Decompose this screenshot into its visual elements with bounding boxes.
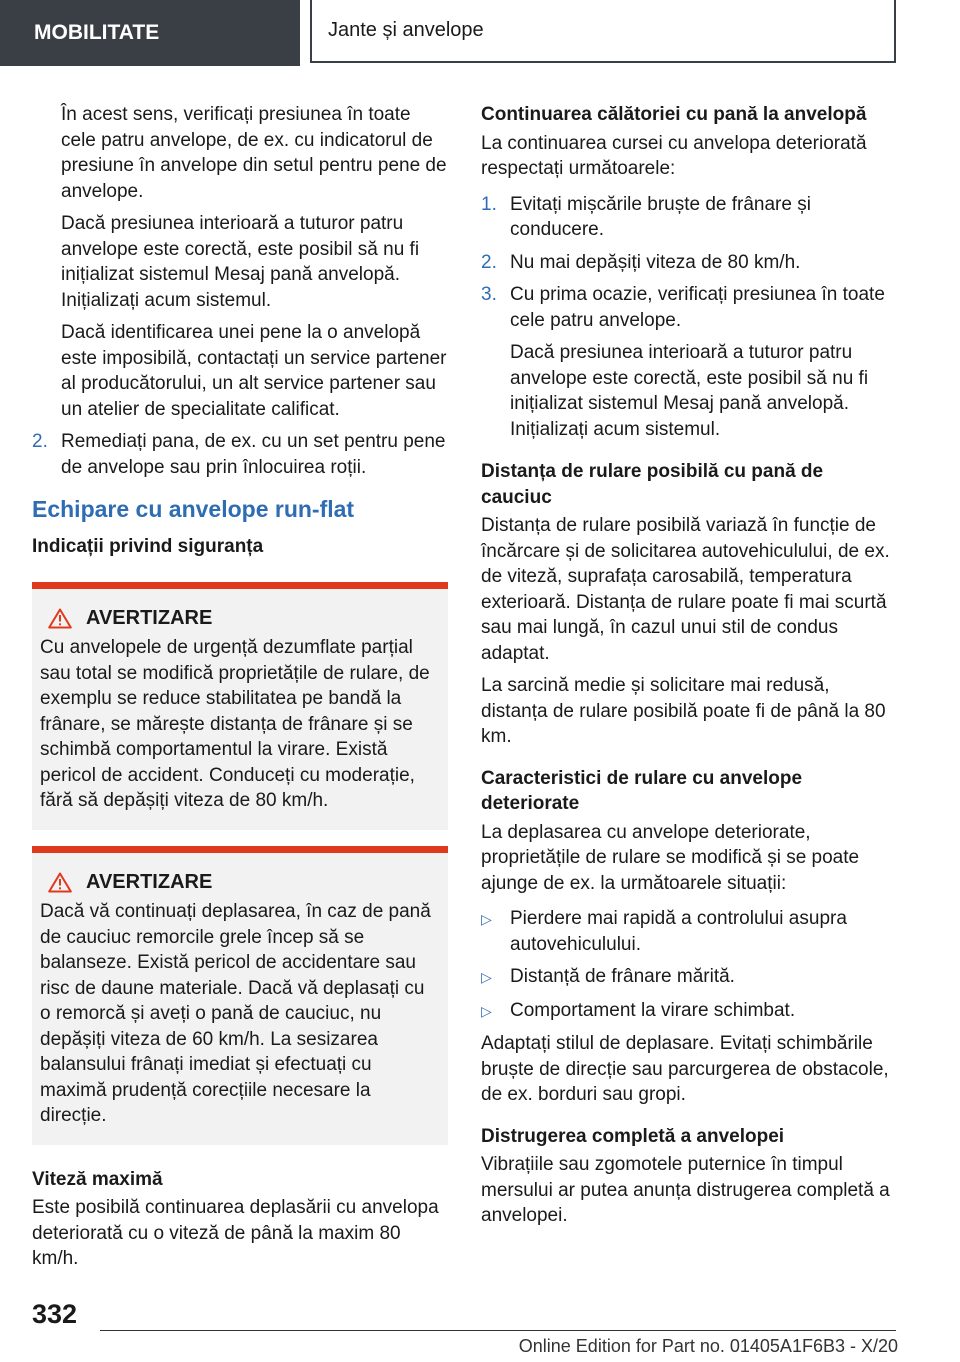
- page-number: 332: [32, 1299, 78, 1329]
- warning-title-text: AVERTIZARE: [86, 606, 213, 629]
- paragraph: Dacă identificarea unei pene la o anvelopă este imposibilă, contactați un service partener al producătorului, un alt service partener sau un atelier de specialitate calificat.: [61, 322, 447, 420]
- footer-divider: [100, 1330, 896, 1331]
- subheading: Indicații privind siguranța: [32, 536, 264, 557]
- page-footer: [0, 1290, 960, 1362]
- topic-label: Jante și anvelope: [310, 0, 896, 63]
- item-text: Remediați pana, de ex. cu un set pentru pene de anvelope sau prin înlocuirea roții.: [61, 431, 446, 478]
- warning-box: [32, 582, 448, 830]
- subheading: Distrugerea completă a anvelopei: [481, 1125, 785, 1147]
- item-number: 2.: [32, 431, 48, 452]
- numbered-item: [481, 250, 897, 276]
- paragraph: Dacă presiunea interioară a tuturor patru anvelope este corectă, este posibil să nu fi inițializat sistemul Mesaj pană anvelopă. Inițializați acum sistemul.: [61, 213, 420, 311]
- page-header: [0, 0, 960, 66]
- item-number: 3.: [481, 284, 497, 305]
- item-text: Cu prima ocazie, verificați presiunea în toate cele patru anvelope.: [510, 284, 885, 331]
- item-number: 2.: [481, 251, 497, 273]
- subheading: Viteză maximă: [32, 1168, 163, 1190]
- warning-triangle-icon: [48, 608, 72, 629]
- warning-box: [32, 846, 448, 1145]
- numbered-item: [481, 192, 897, 243]
- list-item-text: Comportament la virare schimbat.: [510, 999, 796, 1021]
- item-text: Nu mai depășiți viteza de 80 km/h.: [510, 251, 801, 273]
- item-text: Evitați mișcările bruște de frânare și conducere.: [510, 193, 811, 240]
- right-column: [481, 102, 897, 1236]
- paragraph: La deplasarea cu anvelope deteriorate, proprietățile de rulare se modifică și se poate ajunge de ex. la următoarele situații:: [481, 821, 860, 894]
- edition-text: Online Edition for Part no. 01405A1F6B3 - X/20: [518, 1336, 898, 1356]
- list-item: [481, 998, 897, 1025]
- subheading: Continuarea călătoriei cu pană la anvelopă: [481, 104, 867, 125]
- section-label: MOBILITATE: [0, 0, 300, 66]
- paragraph: Este posibilă continuarea deplasării cu anvelopa deteriorată cu o viteză de până la maxim 80 km/h.: [32, 1197, 439, 1269]
- subheading: Caracteristici de rulare cu anvelope deteriorate: [481, 767, 803, 814]
- list-item-text: Distanță de frânare mărită.: [510, 966, 735, 987]
- list-item: [481, 964, 897, 991]
- numbered-item: [32, 429, 448, 480]
- item-text: Dacă presiunea interioară a tuturor patru anvelope este corectă, este posibil să nu fi inițializat sistemul Mesaj pană anvelopă. Inițializați acum sistemul.: [510, 342, 869, 440]
- section-heading: Echipare cu anvelope run-flat: [32, 496, 355, 522]
- warning-title: [40, 870, 440, 896]
- bullet-triangle-icon: ▷: [481, 1002, 492, 1019]
- paragraph: Distanța de rulare posibilă variază în funcție de încărcare și de solicitarea autovehiculului, de ex. de viteză, suprafața carosabilă, temperatura exterioară. Distanța de rulare poate fi mai scurtă sau mai lungă, în cazul unui stil de condus adaptat.: [481, 515, 890, 664]
- warning-title-text: AVERTIZARE: [86, 870, 213, 893]
- warning-triangle-icon: [48, 872, 72, 893]
- warning-text: Cu anvelopele de urgență dezumflate parțial sau total se modifică proprietățile de rulare, de exemplu se reduce stabilitatea pe bandă la frânare, se mărește distanța de frânare și se schimbă comportamentul la virare. Există pericol de accident. Conduceți cu moderație, fără să depășiți viteza de 80 km/h.: [40, 637, 430, 811]
- paragraph: La continuarea cursei cu anvelopa deteriorată respectați următoarele:: [481, 132, 867, 179]
- subheading: Distanța de rulare posibilă cu pană de cauciuc: [481, 461, 824, 508]
- warning-title: [40, 606, 440, 632]
- numbered-item: [481, 282, 897, 449]
- bullet-triangle-icon: ▷: [481, 969, 492, 985]
- paragraph: Adaptați stilul de deplasare. Evitați schimbările bruște de direcție sau parcurgerea de obstacole, de ex. borduri sau gropi.: [481, 1033, 889, 1105]
- item-number: 1.: [481, 193, 497, 215]
- left-column: [32, 102, 448, 1279]
- paragraph: La sarcină medie și solicitare mai redusă, distanța de rulare posibilă poate fi de până la 80 km.: [481, 675, 886, 747]
- warning-text: Dacă vă continuați deplasarea, în caz de pană de cauciuc remorcile grele încep să se balanseze. Există pericol de accidentare sau risc de daune materiale. Dacă vă deplasați cu o remorcă și aveți o pană de cauciuc, nu depășiți viteza de 60 km/h. La sesizarea balansului frânați imediat și efectuați cu maximă prudență corecțiile necesare la direcție.: [40, 901, 431, 1126]
- paragraph: Vibrațiile sau zgomotele puternice în timpul mersului ar putea anunța distrugerea completă a anvelopei.: [481, 1154, 890, 1226]
- list-item-text: Pierdere mai rapidă a controlului asupra autovehiculului.: [510, 908, 847, 955]
- paragraph: În acest sens, verificați presiunea în toate cele patru anvelope, de ex. cu indicatorul de presiune în anvelope din setul pentru pene de anvelope.: [61, 104, 447, 202]
- bullet-triangle-icon: ▷: [481, 911, 492, 927]
- list-item: [481, 906, 897, 957]
